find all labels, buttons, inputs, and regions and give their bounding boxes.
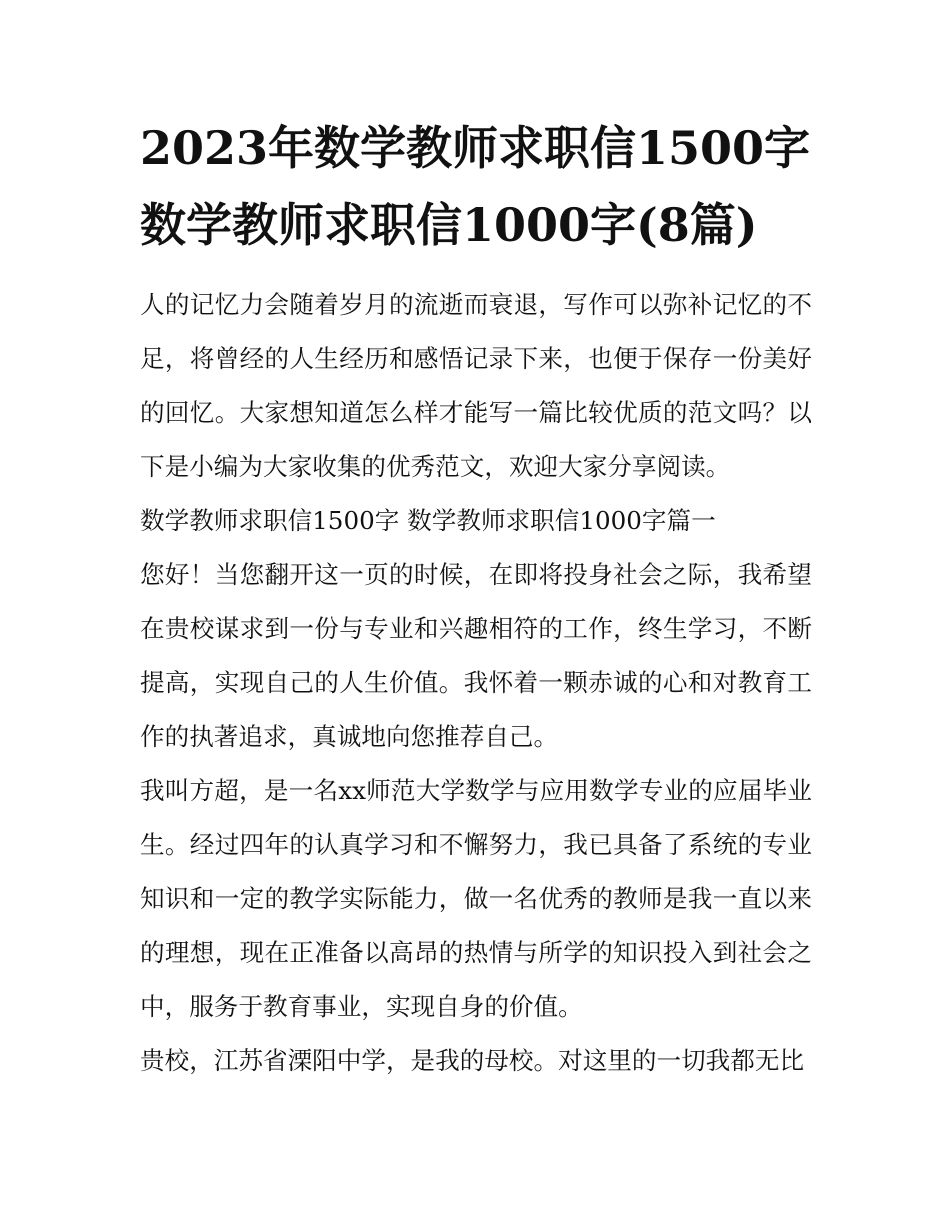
document-title: 2023年数学教师求职信1500字 数学教师求职信1000字(8篇)	[140, 121, 811, 252]
intro-paragraph: 人的记忆力会随着岁月的流逝而衰退，写作可以弥补记忆的不足，将曾经的人生经历和感悟记录下来，也便于保存一份美好的回忆。大家想知道怎么样才能写一篇比较优质的范文吗？以下是小编为大家收集的优秀范文，欢迎大家分享阅读。	[140, 290, 812, 481]
body-paragraph: 您好！当您翻开这一页的时候，在即将投身社会之际，我希望在贵校谋求到一份与专业和兴趣相符的工作，终生学习，不断提高，实现自己的人生价值。我怀着一颗赤诚的心和对教育工作的执著追求，真诚地向您推荐自己。	[140, 560, 812, 751]
body-paragraph: 我叫方超，是一名xx师范大学数学与应用数学专业的应届毕业生。经过四年的认真学习和不懈努力，我已具备了系统的专业知识和一定的教学实际能力，做一名优秀的教师是我一直以来的理想，现在正准备以高昂的热情与所学的知识投入到社会之中，服务于教育事业，实现自身的价值。	[140, 776, 812, 1021]
body-paragraph: 贵校，江苏省溧阳中学，是我的母校。对这里的一切我都无比	[140, 1046, 805, 1075]
section-heading: 数学教师求职信1500字 数学教师求职信1000字篇一	[140, 506, 716, 535]
document-page	[140, 110, 812, 1088]
